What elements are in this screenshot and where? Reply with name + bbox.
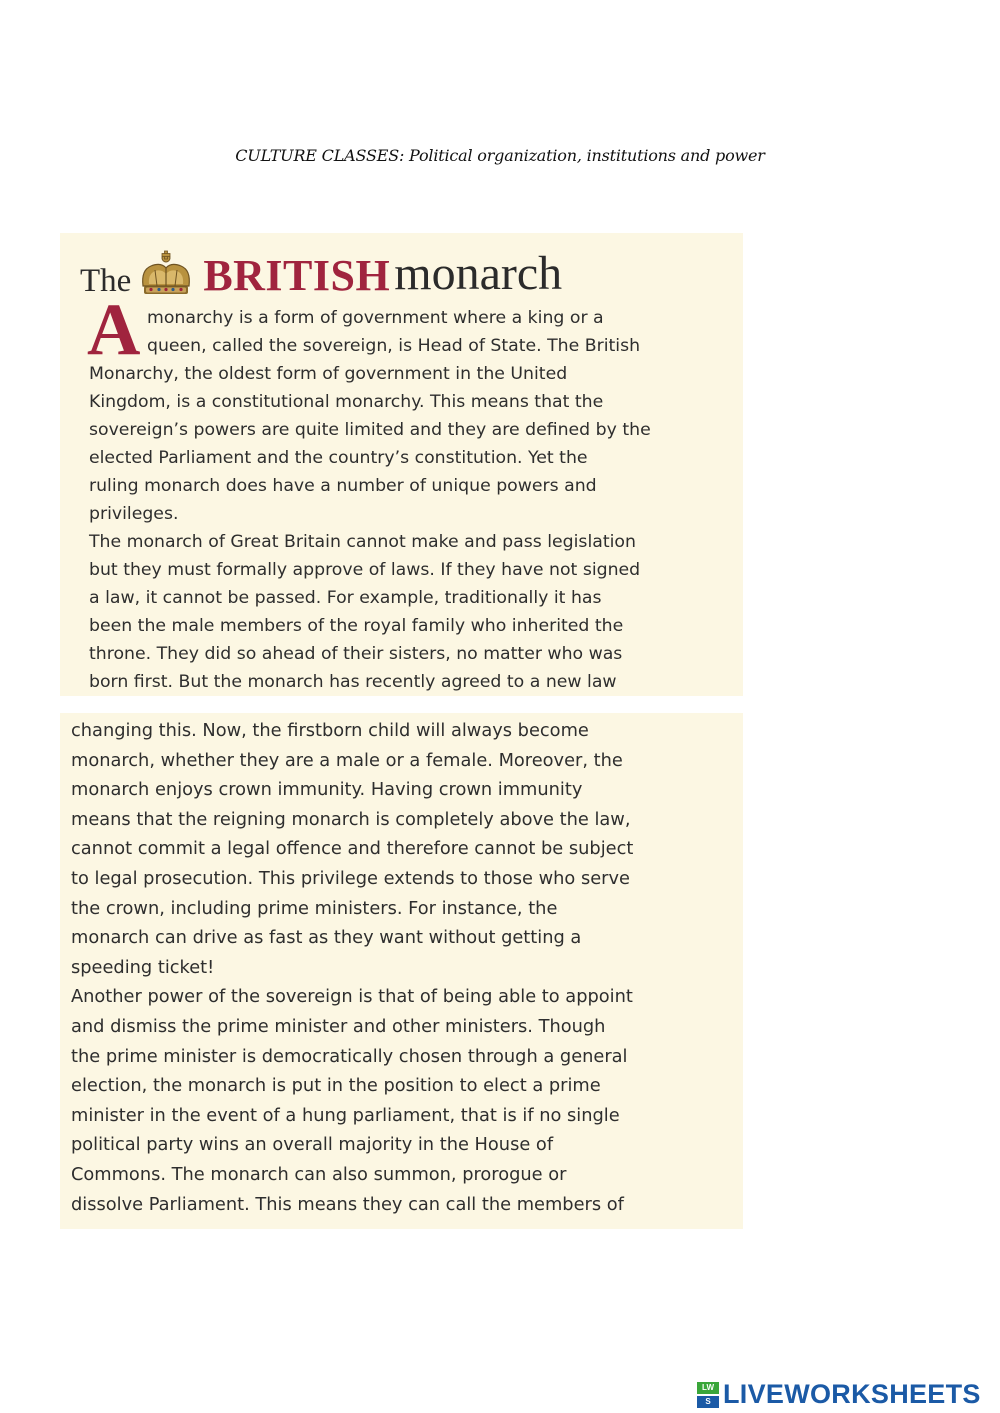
text-line: Kingdom, is a constitutional monarchy. This means that the <box>89 392 604 412</box>
text-line: cannot commit a legal offence and therefore cannot be subject <box>71 838 634 860</box>
text-line: monarch can drive as fast as they want without getting a <box>71 927 582 949</box>
text-line: throne. They did so ahead of their sisters, no matter who was <box>89 644 623 664</box>
text-line: privileges. <box>89 504 179 524</box>
text-line: changing this. Now, the firstborn child will always become <box>71 720 589 741</box>
text-line: monarch enjoys crown immunity. Having crown immunity <box>71 779 583 801</box>
text-line: queen, called the sovereign, is Head of State. The British <box>147 336 641 356</box>
text-line: sovereign’s powers are quite limited and they are defined by the <box>89 420 651 440</box>
title-monarch: monarch <box>394 247 563 300</box>
logo-icon <box>697 1382 719 1408</box>
logo-text: LIVEWORKSHEETS <box>723 1379 981 1409</box>
text-line: elected Parliament and the country’s constitution. Yet the <box>89 448 588 468</box>
text-line: speeding ticket! <box>71 956 215 978</box>
text-line: monarchy is a form of government where a king or a <box>147 308 604 328</box>
text-line: Monarchy, the oldest form of government in the United <box>89 364 568 384</box>
article-panel-bottom <box>60 713 743 1229</box>
article-title <box>80 238 562 298</box>
text-line: but they must formally approve of laws. If they have not signed <box>89 560 641 580</box>
text-line: means that the reigning monarch is completely above the law, <box>71 808 631 830</box>
worksheet-header: CULTURE CLASSES: Political organization, institutions and power <box>235 146 765 165</box>
text-line: monarch, whether they are a male or a female. Moreover, the <box>71 749 623 771</box>
text-line: a law, it cannot be passed. For example, traditionally it has <box>89 588 602 608</box>
title-british: BRITISH <box>203 251 391 300</box>
article-panel-top <box>60 233 743 696</box>
text-line: minister in the event of a hung parliament, that is if no single <box>71 1104 620 1126</box>
text-line: dissolve Parliament. This means they can call the members of <box>71 1193 624 1215</box>
text-line: election, the monarch is put in the position to elect a prime <box>71 1075 601 1097</box>
text-line: political party wins an overall majority in the House of <box>71 1134 554 1156</box>
text-line: born first. But the monarch has recently agreed to a new law <box>89 672 617 692</box>
crown-icon <box>135 248 197 298</box>
text-line: and dismiss the prime minister and other ministers. Though <box>71 1015 606 1037</box>
logo-mark-bottom: S <box>697 1396 719 1408</box>
text-line: Another power of the sovereign is that of being able to appoint <box>71 986 633 1008</box>
text-line: been the male members of the royal family who inherited the <box>89 616 624 636</box>
drop-cap: A <box>87 289 141 371</box>
text-line: the crown, including prime ministers. For instance, the <box>71 897 558 919</box>
text-line: to legal prosecution. This privilege extends to those who serve <box>71 867 630 889</box>
article-body-part-2 <box>71 716 633 1219</box>
article-body-part-1 <box>89 304 651 696</box>
title-the: The <box>80 263 132 299</box>
liveworksheets-logo[interactable] <box>697 1379 981 1410</box>
logo-mark-top: LW <box>697 1382 719 1394</box>
text-line: Commons. The monarch can also summon, prorogue or <box>71 1163 567 1185</box>
text-line: the prime minister is democratically chosen through a general <box>71 1045 628 1067</box>
text-line: The monarch of Great Britain cannot make and pass legislation <box>89 532 636 552</box>
text-line: ruling monarch does have a number of unique powers and <box>89 476 597 496</box>
